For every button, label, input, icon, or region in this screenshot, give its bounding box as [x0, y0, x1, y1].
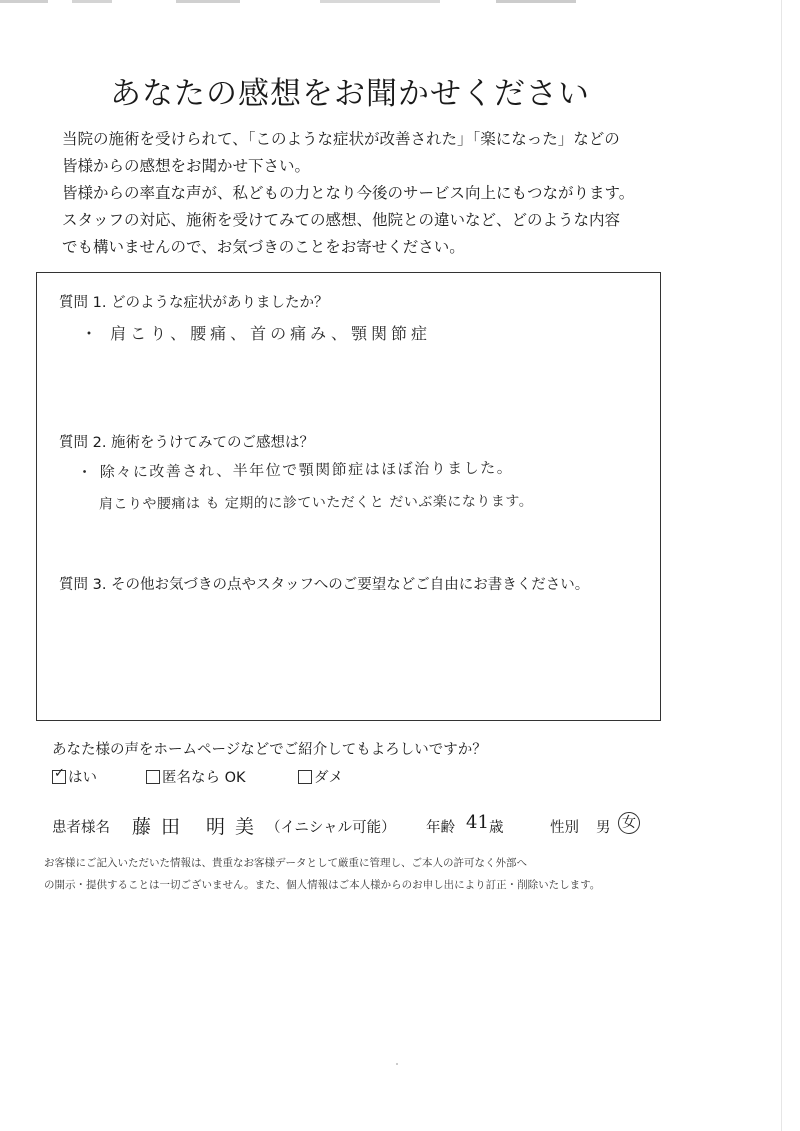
gender-female-circled: 女: [618, 812, 640, 834]
question-2-label: 質問 2. 施術をうけてみてのご感想は？: [59, 435, 315, 451]
footnote-line: の開示・提供することは一切ございません。また、個人情報はご本人様からのお申し出により訂正・削除いたします。: [44, 879, 601, 891]
footnote-line: お客様にご記入いただいた情報は、貴重なお客様データとして厳重に管理し、ご本人の許可なく外部へ: [44, 857, 527, 869]
checkbox-yes[interactable]: [52, 765, 66, 784]
consent-option-yes[interactable]: [52, 766, 97, 787]
option-label: ダメ: [314, 770, 343, 786]
scan-right-edge: [781, 0, 782, 1131]
age-unit: 歳: [489, 820, 504, 836]
scan-top-edge: [0, 0, 800, 3]
intro-line: 当院の施術を受けられて、「このような症状が改善された」「楽になった」などの: [62, 130, 620, 148]
consent-option-anonymous[interactable]: [146, 766, 246, 787]
patient-name-label: 患者様名: [52, 820, 110, 836]
page-title: あなたの感想をお聞かせください: [110, 76, 590, 112]
age-label: 年齢: [426, 820, 455, 836]
patient-name-value[interactable]: 藤田 明美: [132, 816, 265, 838]
intro-line: 皆様からの感想をお聞かせ下さい。: [62, 157, 311, 175]
intro-text: [62, 126, 702, 261]
gender-option-male[interactable]: 男: [596, 820, 611, 836]
scan-speck: [396, 1063, 398, 1065]
check-mark-icon: ✓: [54, 765, 65, 781]
question-1-answer[interactable]: ・ 肩こり、腰痛、首の痛み、顎関節症: [81, 324, 432, 343]
checkbox-no[interactable]: [298, 770, 312, 784]
consent-question: あなた様の声をホームページなどでご紹介してもよろしいですか？: [52, 742, 487, 758]
patient-info-row: [52, 812, 672, 842]
privacy-footnote: [44, 852, 684, 896]
question-2-answer-line-2[interactable]: 肩こりや腰痛は も 定期的に診ていただくと だいぶ楽になります。: [98, 493, 534, 513]
initial-note: （イニシャル可能）: [266, 820, 396, 836]
gender-label: 性別: [550, 820, 579, 836]
consent-option-no[interactable]: [298, 766, 343, 787]
intro-line: でも構いませんので、お気づきのことをお寄せください。: [62, 238, 465, 256]
questionnaire-box: [36, 272, 661, 721]
question-3-answer-area[interactable]: [59, 603, 639, 703]
question-1-label: 質問 1. どのような症状がありましたか？: [59, 295, 329, 311]
age-value[interactable]: 41: [466, 812, 489, 833]
option-label: はい: [68, 770, 97, 786]
option-label: 匿名なら OK: [162, 770, 246, 786]
checkbox-anonymous[interactable]: [146, 770, 160, 784]
intro-line: スタッフの対応、施術を受けてみての感想、他院との違いなど、どのような内容: [62, 211, 621, 229]
question-3-label: 質問 3. その他お気づきの点やスタッフへのご要望などご自由にお書きください。: [59, 577, 590, 593]
intro-line: 皆様からの率直な声が、私どもの力となり今後のサービス向上にもつながります。: [62, 184, 635, 202]
question-2-answer-line-1[interactable]: ・ 除々に改善され、半年位で顎関節症はほぼ治りました。: [76, 458, 514, 482]
